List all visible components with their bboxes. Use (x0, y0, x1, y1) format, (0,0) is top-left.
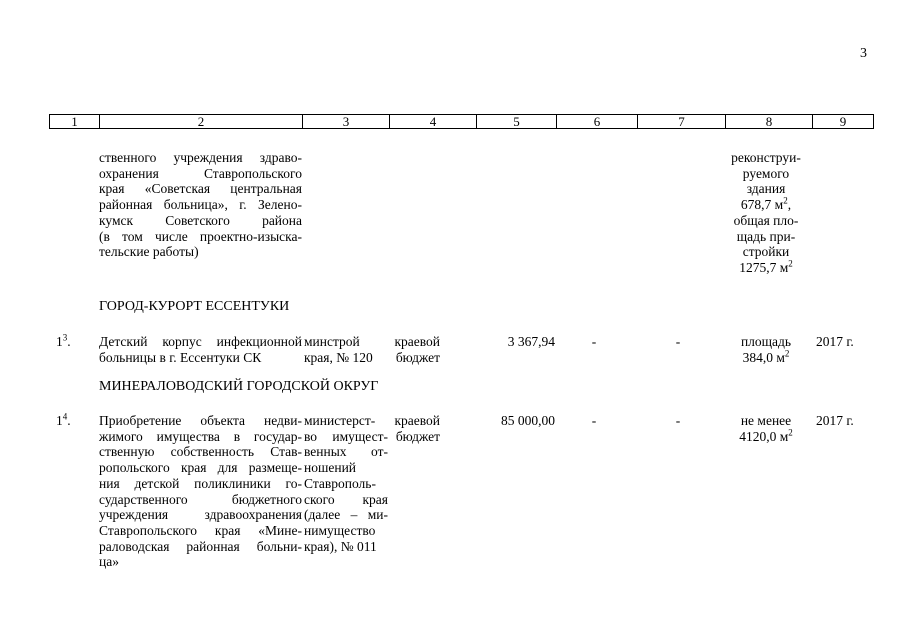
text-line: сударственного бюджетного (99, 491, 302, 507)
row-number: $1^3$. (56, 332, 71, 349)
text-line: ственную собственность Став- (99, 444, 302, 460)
object-name (99, 334, 302, 365)
text-line: 384,0 $м^2$ (742, 348, 790, 365)
text-line: краевой (394, 334, 440, 349)
year: 2017 г. (816, 334, 854, 349)
funding-source (388, 413, 440, 444)
text-line: тельские работы) (99, 244, 199, 260)
text-line: минстрой (304, 334, 360, 349)
text-line: реконструи- (731, 150, 801, 165)
text-line: жимого имущества в государ- (99, 428, 302, 444)
col7-value: - (675, 413, 681, 428)
text-line: краевой (394, 413, 440, 428)
capacity (712, 413, 820, 444)
text-line: ца» (99, 554, 119, 570)
text-line: охранения Ставропольского (99, 165, 302, 181)
amount: 85 000,00 (501, 413, 555, 428)
text-line: Ставропольского края «Мине- (99, 522, 302, 538)
text-line: (далее – ми- (304, 507, 388, 523)
customer (304, 413, 388, 554)
text-line: стройки (742, 244, 790, 260)
text-line: края «Советская центральная (99, 181, 302, 197)
header-col-4: 4 (390, 115, 477, 129)
row-number: $1^4$. (56, 411, 71, 428)
text-line: венных от- (304, 444, 388, 460)
text-line: районная больница», г. Зелено- (99, 197, 302, 213)
text-line: учреждения здравоохранения (99, 507, 302, 523)
col7-value: - (675, 334, 681, 349)
text-line: кумск Советского района (99, 212, 302, 228)
text-line: во имущест- (304, 428, 388, 444)
text-line: больницы в г. Ессентуки СК (99, 349, 262, 365)
header-col-3: 3 (303, 115, 390, 129)
capacity (712, 334, 820, 365)
year: 2017 г. (816, 413, 854, 428)
text-line: щадь при- (736, 228, 796, 244)
text-line: Ставрополь- (304, 475, 376, 491)
text-line: 4120,0 $м^2$ (739, 427, 793, 444)
col6-value: - (591, 334, 597, 349)
text-line: края, № 120 (304, 349, 373, 365)
header-col-5: 5 (477, 115, 557, 129)
text-line: 678,7 $м^2$, (740, 195, 792, 213)
text-line: раловодская районная больни- (99, 538, 302, 554)
text-line: нимущество (304, 522, 376, 538)
text-line: общая пло- (733, 212, 799, 228)
continued-capacity (712, 150, 820, 276)
text-line: ношений (304, 460, 357, 476)
column-number-header (49, 114, 874, 129)
text-line: 1275,7 $м^2$ (739, 258, 793, 275)
section-heading-essentuki: ГОРОД-КУРОРТ ЕССЕНТУКИ (99, 299, 290, 314)
customer (304, 334, 388, 365)
header-col-6: 6 (557, 115, 638, 129)
text-line: Детский корпус инфекционной (99, 334, 302, 349)
text-line: руемого (742, 165, 790, 181)
header-col-1: 1 (50, 115, 100, 129)
continued-object-name (99, 150, 302, 260)
text-line: не менее (740, 413, 792, 428)
amount: 3 367,94 (507, 334, 555, 349)
text-line: здания (746, 181, 786, 197)
object-name (99, 413, 302, 570)
text-line: бюджет (395, 428, 440, 444)
text-line: ния детской поликлиники го- (99, 475, 302, 491)
header-col-2: 2 (100, 115, 303, 129)
header-col-7: 7 (638, 115, 726, 129)
text-line: ского края (304, 491, 388, 507)
text-line: министерст- (304, 413, 376, 428)
page-number: 3 (860, 46, 867, 61)
section-heading-mineralovodsky: МИНЕРАЛОВОДСКИЙ ГОРОДСКОЙ ОКРУГ (99, 379, 379, 394)
text-line: ственного учреждения здраво- (99, 150, 302, 165)
text-line: бюджет (395, 349, 440, 365)
text-line: ропольского края для размеще- (99, 460, 302, 476)
col6-value: - (591, 413, 597, 428)
header-col-8: 8 (726, 115, 813, 129)
text-line: (в том числе проектно-изыска- (99, 228, 302, 244)
header-row (50, 115, 874, 129)
text-line: края), № 011 (304, 538, 377, 554)
text-line: площадь (740, 334, 792, 349)
funding-source (388, 334, 440, 365)
header-col-9: 9 (813, 115, 874, 129)
text-line: Приобретение объекта недви- (99, 413, 302, 428)
